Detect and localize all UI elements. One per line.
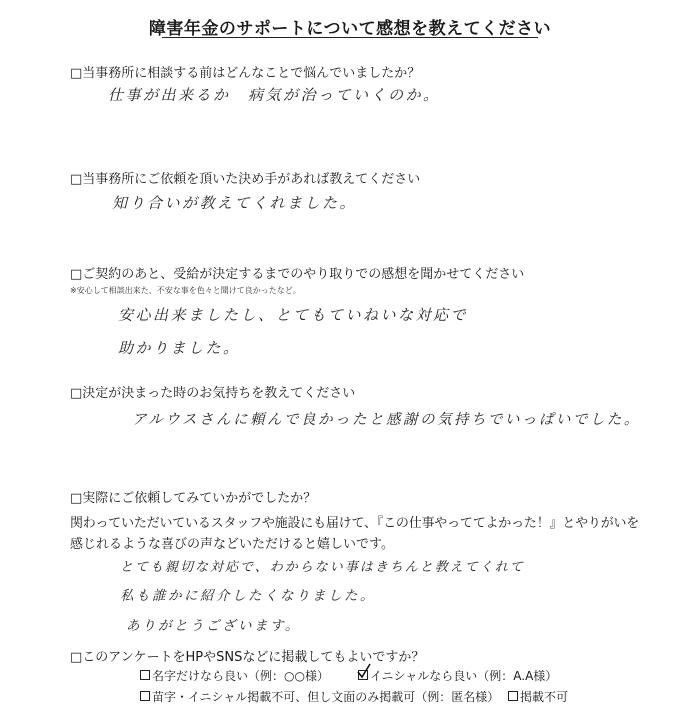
question-5: □実際にご依頼してみていかがでしたか？: [70, 491, 317, 506]
answer-3-line-2: 助かりました。: [118, 339, 241, 357]
answer-5-line-1: とても親切な対応で、わからない事はきちんと教えてくれて: [120, 560, 525, 575]
consent-option-anonymous[interactable]: [140, 688, 499, 705]
checkbox-initials-checked[interactable]: [358, 670, 368, 680]
consent-option-anonymous-label: 苗字・イニシャル掲載不可、但し文面のみ掲載可（例：匿名様）: [152, 690, 500, 704]
title-underline: [162, 37, 538, 38]
checkbox-none[interactable]: [508, 691, 518, 701]
checkmark-icon: [357, 663, 371, 679]
answer-4-line-1: アルウスさんに頼んで良かったと感謝の気持ちでいっぱいでした。: [132, 412, 641, 428]
survey-title: 障害年金のサポートについて感想を教えてください: [148, 19, 552, 39]
question-2: □当事務所にご依頼を頂いた決め手があれば教えてください: [70, 172, 421, 187]
checkbox-surname[interactable]: [140, 670, 150, 680]
consent-option-initials[interactable]: [358, 667, 557, 684]
consent-option-none-label: 掲載不可: [520, 690, 569, 704]
question-1: □当事務所に相談する前はどんなことで悩んでいましたか？: [70, 66, 421, 81]
question-3: □ご契約のあと、受給が決定するまでのやり取りでの感想を聞かせてください: [70, 267, 525, 282]
consent-question: □このアンケートをHPやSNSなどに掲載してもよいですか？: [70, 650, 425, 665]
answer-5-line-3: ありがとうございます。: [126, 618, 301, 634]
answer-3-line-1: 安心出来ましたし、とてもていねいな対応で: [118, 306, 469, 324]
checkbox-anonymous[interactable]: [140, 691, 150, 701]
consent-option-surname[interactable]: [140, 667, 329, 684]
consent-option-initials-label: イニシャルなら良い（例：A.A様）: [370, 669, 558, 683]
question-5-text-line-2: 感じれるような喜びの声などいただけると嬉しいです。: [70, 537, 394, 552]
question-3-note: ※安心して相談出来た、不安な事を色々と聞けて良かったなど。: [70, 286, 301, 295]
answer-1-line-1: 仕事が出来るか 病気が治っていくのか。: [108, 86, 441, 104]
answer-2-line-1: 知り合いが教えてくれました。: [112, 194, 358, 212]
question-4: □決定が決まった時のお気持ちを教えてください: [70, 386, 356, 401]
answer-5-line-2: 私も誰かに紹介したくなりました。: [120, 588, 376, 604]
consent-option-surname-label: 名字だけなら良い（例：○○様）: [152, 669, 329, 683]
question-5-text-line-1: 関わっていただいているスタッフや施設にも届けて、『この仕事やっててよかった！』とやりがいを: [70, 516, 640, 531]
consent-option-none[interactable]: [508, 688, 568, 705]
